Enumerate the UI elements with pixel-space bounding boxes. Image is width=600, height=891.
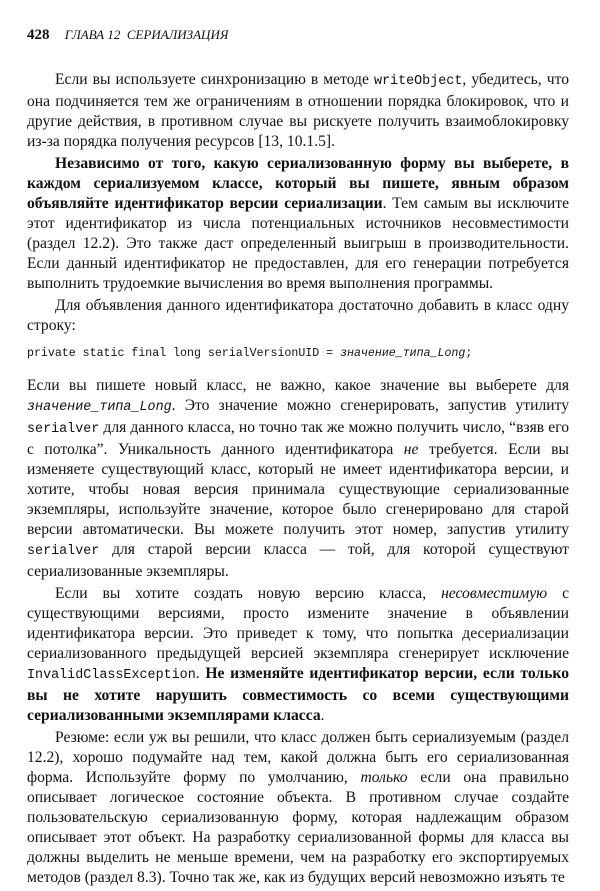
bold-text: Не изменяйте идентификатор версии, если только вы не хотите нарушить совместимость со всеми существующими сериализованными экземплярами класса <box>27 665 570 724</box>
text: . <box>320 707 325 724</box>
text: Если вы пишете новый класс, не важно, какое значение вы выберете для <box>27 377 569 394</box>
text: для данного класса, но точно так же можно получить число, “взяв его с потолка”. Уникальность данного идентификатора <box>27 419 569 458</box>
body-text <box>27 70 569 890</box>
paragraph-4 <box>27 376 569 582</box>
paragraph-3 <box>27 296 569 336</box>
text: Для объявления данного идентификатора достаточно добавить в класс одну строку: <box>27 297 569 334</box>
code-listing <box>27 346 569 362</box>
inline-code: serialver <box>27 544 100 559</box>
paragraph-6 <box>27 728 569 888</box>
italic-text: не <box>403 441 419 458</box>
paragraph-5 <box>27 584 569 726</box>
text: , убедитесь, что она подчиняется тем же ограничениям в отношении порядка блокировок, что и другие действия, в противном случае вы рискуете получить взаимоблокировку из-за порядка получения ресурсов [13, 10.1.5]. <box>27 71 569 150</box>
chapter-title: СЕРИАЛИЗАЦИЯ <box>126 27 229 42</box>
page-header <box>27 27 228 44</box>
text: Если вы хотите создать новую версию класса, <box>55 585 442 602</box>
text: . Это значение можно сгенерировать, запустив утилиту <box>171 397 569 414</box>
code-placeholder: значение_типа_Long <box>340 347 466 360</box>
text: Резюме: если уж вы решили, что класс должен быть сериализуемым (раздел 12.2), хорошо подумайте над тем, какой должна быть его сериализованная форма. Используйте форму по умолчанию, <box>27 729 569 786</box>
italic-text: несовместимую <box>441 585 548 602</box>
chapter-label: ГЛАВА 12 <box>64 27 121 42</box>
inline-code: serialver <box>27 422 100 437</box>
text: для старой версии класса — той, для которой существуют сериализованные экземпляры. <box>27 541 569 580</box>
inline-code: InvalidClassException <box>27 668 196 683</box>
inline-code: значение_типа_Long <box>27 400 172 415</box>
text: . Тем самым вы исключите этот идентификатор из числа потенциальных источников несовместимости (раздел 12.2). Это также даст определенный выигрыш в производительности. Если данный идентификатор не предоставлен, для его генерации потребуется выполнить трудоемкие вычисления во время выполнения программы. <box>27 195 569 292</box>
paragraph-2 <box>27 154 569 294</box>
code-text: private static final long serialVersionUID = <box>27 347 341 360</box>
code-text: ; <box>465 347 473 360</box>
inline-code: writeObject <box>373 74 463 89</box>
text: требуется. Если вы изменяете существующий класс, который не имеет идентификатора версии, и хотите, чтобы новая версия принимала существующие сериализованные экземпляры, используйте значение, которое было сгенерировано для старой версии автоматически. Вы можете получить этот номер, запустив утилиту <box>27 441 569 538</box>
page-number: 428 <box>27 27 50 43</box>
text: если она правильно описывает логическое состояние объекта. В противном случае создайте пользовательскую сериализованную форму, которая надлежащим образом описывает этот объект. На разработку сериализованной формы для класса вы должны выделить не меньше времени, чем на разработку его экспортируемых методов (раздел 8.3). Точно так же, как из будущих версий невозможно изъять те <box>27 769 569 886</box>
bold-text: Независимо от того, какую сериализованную форму вы выберете, в каждом сериализуемом классе, который вы пишете, явным образом объявляйте идентификатор версии сериализации <box>27 155 569 212</box>
italic-text: только <box>360 769 408 786</box>
text: с существующими версиями, просто измените значение в объявлении идентификатора версии. Это приведет к тому, что попытка десериализации сериализованного предыдущей версией экземпляра сгенерирует исключение <box>27 585 569 662</box>
text: Если вы используете синхронизацию в методе <box>55 71 374 88</box>
text: . <box>195 665 206 682</box>
paragraph-1 <box>27 70 569 152</box>
